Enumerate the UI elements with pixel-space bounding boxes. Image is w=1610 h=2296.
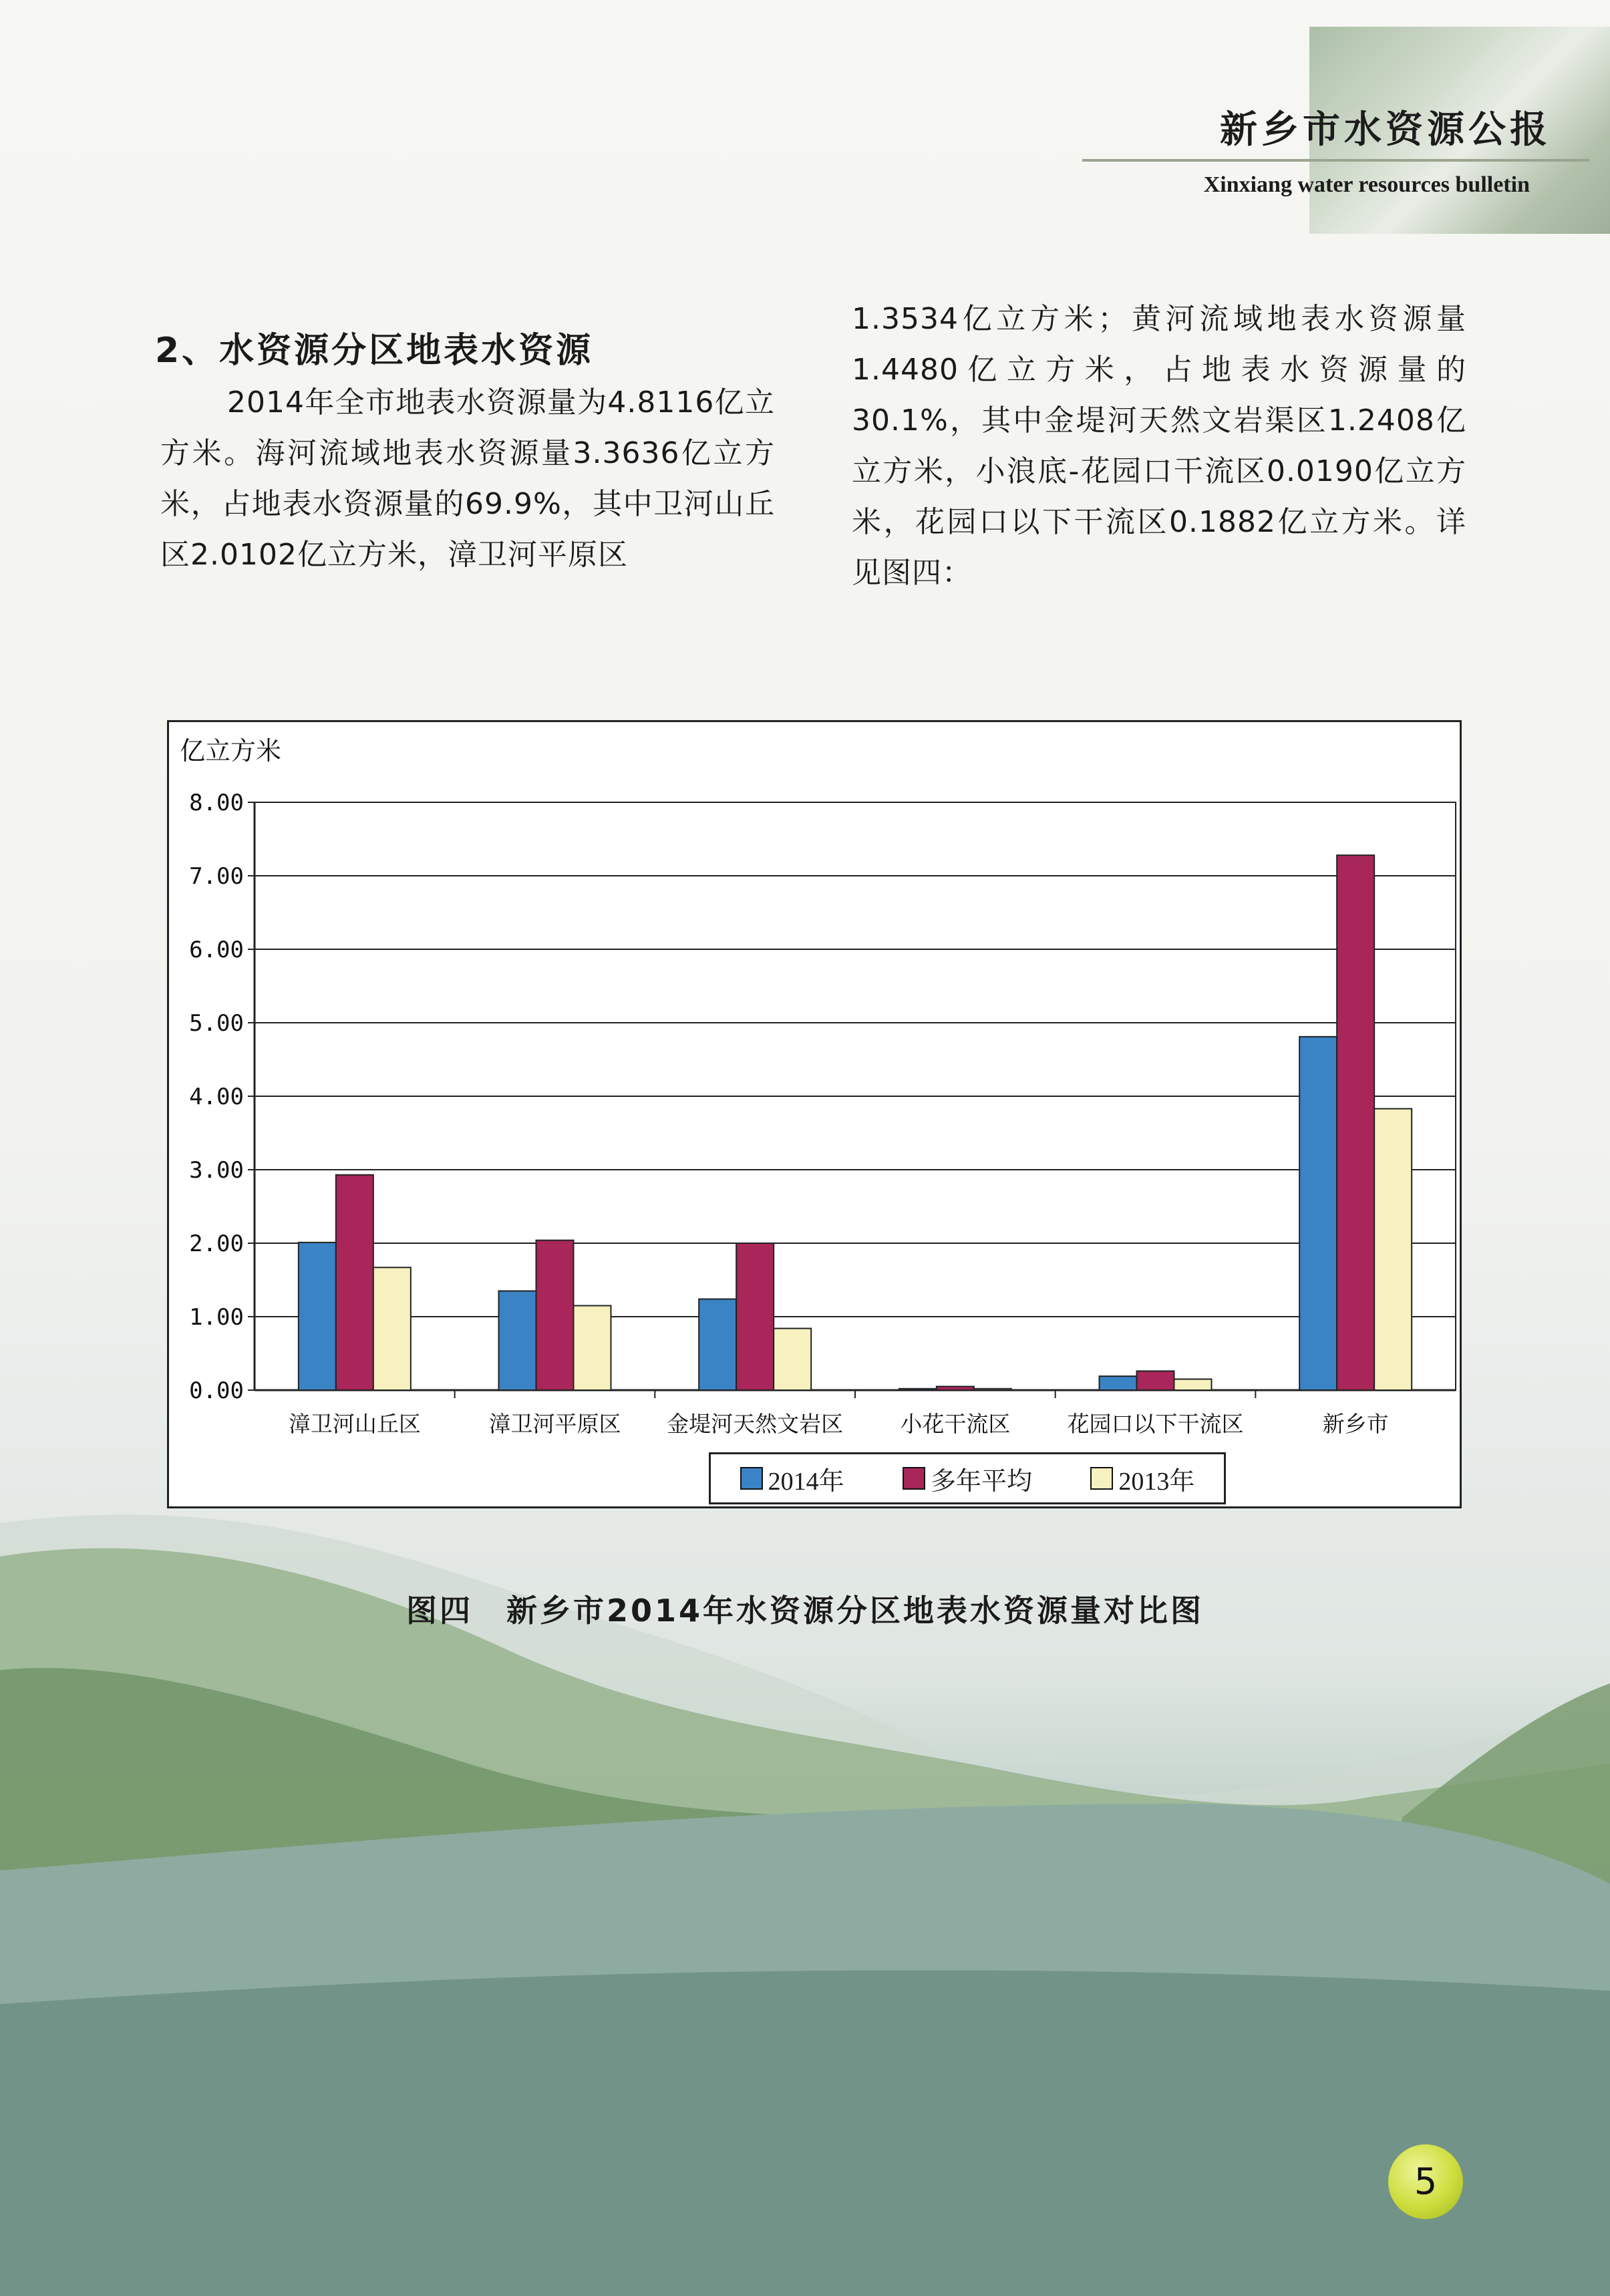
bar xyxy=(1337,855,1374,1390)
bar xyxy=(699,1299,736,1390)
legend-label: 2014年 xyxy=(768,1467,844,1496)
y-tick-label: 5.00 xyxy=(189,1010,244,1037)
legend-swatch xyxy=(903,1467,925,1490)
section-title: 2、水资源分区地表水资源 xyxy=(155,331,594,371)
bulletin-subtitle: Xinxiang water resources bulletin xyxy=(1203,172,1530,197)
legend-swatch xyxy=(740,1467,763,1490)
chart-frame xyxy=(167,720,1462,1508)
y-tick-label: 3.00 xyxy=(189,1157,244,1184)
bar xyxy=(1100,1376,1137,1390)
y-tick-label: 6.00 xyxy=(189,937,244,963)
y-tick-label: 2.00 xyxy=(189,1231,244,1257)
x-tick-label: 小花干流区 xyxy=(900,1413,1011,1437)
y-tick-label: 8.00 xyxy=(189,790,244,816)
bar xyxy=(974,1389,1011,1390)
bar xyxy=(499,1291,536,1391)
bar xyxy=(1299,1037,1337,1390)
y-tick-label: 4.00 xyxy=(189,1084,244,1110)
legend-label: 2013年 xyxy=(1118,1467,1195,1496)
paragraph-right: 1.3534亿立方米；黄河流域地表水资源量1.4480亿立方米，占地表水资源量的30.1%，其中金堤河天然文岩渠区1.2408亿立方米，小浪底-花园口干流区0.0190亿立方米，花园口以下干流区0.1882亿立方米。详见图四： xyxy=(852,302,1466,590)
bar xyxy=(899,1389,937,1390)
y-tick-label: 1.00 xyxy=(189,1304,244,1331)
chart-legend xyxy=(709,1452,1226,1504)
legend-swatch xyxy=(1090,1467,1113,1490)
header-rule xyxy=(1082,159,1590,162)
legend-label: 多年平均 xyxy=(930,1467,1032,1496)
bar-chart xyxy=(169,722,1460,1506)
y-tick-label: 7.00 xyxy=(189,863,244,890)
paragraph-left: 2014年全市地表水资源量为4.8116亿立方米。海河流域地表水资源量3.3636亿立方米，占地表水资源量的69.9%，其中卫河山丘区2.0102亿立方米，漳卫河平原区 xyxy=(160,385,775,572)
legend-item xyxy=(903,1460,1032,1497)
bar xyxy=(736,1243,774,1390)
bar xyxy=(1137,1371,1174,1390)
x-tick-label: 花园口以下干流区 xyxy=(1067,1413,1244,1437)
bar xyxy=(1374,1109,1412,1390)
y-tick-label: 0.00 xyxy=(189,1377,244,1404)
figure-caption: 图四 新乡市2014年水资源分区地表水资源量对比图 xyxy=(406,1593,1204,1629)
bar xyxy=(336,1175,373,1390)
page-number: 5 xyxy=(1388,2144,1463,2219)
bar xyxy=(1174,1379,1212,1391)
bar xyxy=(937,1387,974,1391)
bar xyxy=(373,1267,411,1390)
x-tick-label: 漳卫河山丘区 xyxy=(288,1413,421,1437)
x-tick-label: 金堤河天然文岩区 xyxy=(667,1413,844,1437)
legend-item xyxy=(740,1460,844,1497)
y-axis-title: 亿立方米 xyxy=(180,737,282,766)
x-tick-label: 新乡市 xyxy=(1322,1413,1389,1437)
x-tick-label: 漳卫河平原区 xyxy=(488,1413,621,1437)
bar xyxy=(299,1243,336,1390)
legend-item xyxy=(1090,1460,1194,1497)
bulletin-title: 新乡市水资源公报 xyxy=(1220,108,1551,152)
bar xyxy=(574,1306,611,1391)
bar xyxy=(774,1329,811,1390)
bar xyxy=(536,1241,574,1390)
